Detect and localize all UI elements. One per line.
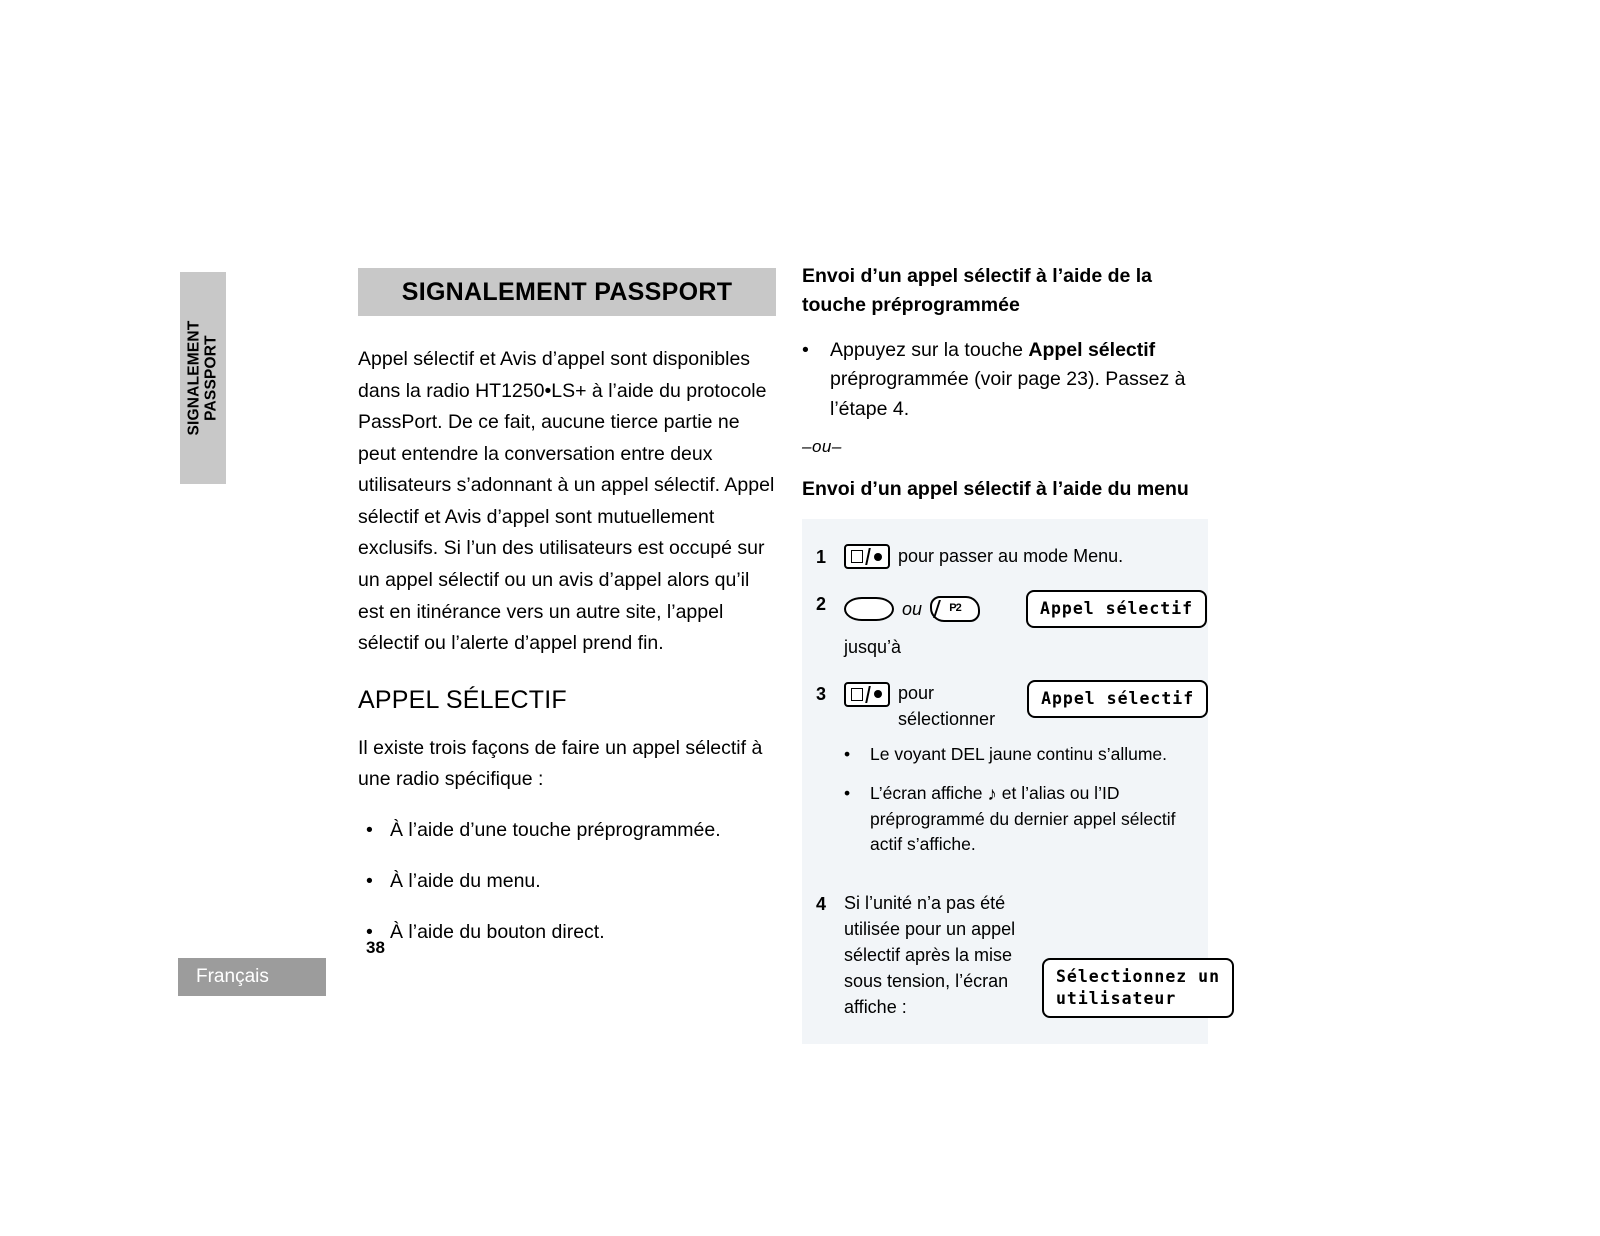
side-tab-line-2: PASSPORT <box>203 335 220 421</box>
right-column <box>802 262 1221 1044</box>
sub-bullet-text <box>870 781 1208 857</box>
sub-bullet-display <box>844 781 1208 857</box>
sub-bullet-text-part-2: et l’alias ou l’ID préprogrammé du dernier appel sélectif actif s’affiche. <box>870 783 1176 855</box>
lcd-line-1: Sélectionnez un <box>1056 966 1221 986</box>
conjunction-ou: ou <box>902 598 923 619</box>
music-note-icon: ♪ <box>987 784 997 806</box>
heading-via-menu: Envoi d’un appel sélectif à l’aide du menu <box>802 477 1189 500</box>
methods-list <box>358 816 776 948</box>
bullet-dot: • <box>844 783 851 804</box>
list-item: • À l’aide du menu. <box>358 867 776 896</box>
chapter-title: SIGNALEMENT PASSPORT <box>401 277 733 306</box>
step-text: jusqu’à <box>844 636 902 657</box>
step-4 <box>802 878 1221 1026</box>
lcd-line-2: utilisateur <box>1056 988 1177 1008</box>
sub-bullet-led <box>844 742 1208 767</box>
side-tab-line-1: SIGNALEMENT <box>185 320 203 436</box>
step-content <box>844 680 1208 872</box>
menu-select-icon <box>844 544 890 569</box>
language-tab: Français <box>178 958 326 996</box>
lcd-display-appel-selectif: Appel sélectif <box>1026 590 1207 628</box>
step-text-line-2: sélectionner <box>898 709 996 729</box>
or-separator: –ou– <box>802 436 842 456</box>
chapter-side-tab-text <box>186 320 221 435</box>
step-3 <box>802 666 1208 878</box>
step-text-wrap <box>898 680 995 732</box>
step-text: pour passer au mode Menu. <box>898 546 1124 567</box>
step-number: 4 <box>816 893 827 914</box>
step-content <box>844 890 1234 1020</box>
step-text-line-1: pour <box>898 682 935 703</box>
bullet-text-bold: Appel sélectif <box>1028 338 1156 361</box>
page-number: 38 <box>366 938 385 957</box>
procedure-box <box>802 519 1221 1044</box>
list-item: • À l’aide du bouton direct. <box>358 918 776 947</box>
step-number: 3 <box>816 683 827 704</box>
heading-preprogrammed-key: Envoi d’un appel sélectif à l’aide de la touche préprogrammée <box>802 265 1153 316</box>
chapter-side-tab <box>180 272 226 484</box>
bullet-dot: • <box>844 744 851 765</box>
bullet-dot: • <box>802 338 809 361</box>
bullet-text-prefix: Appuyez sur la touche <box>830 338 1029 361</box>
step-2 <box>802 576 1208 666</box>
left-column <box>358 268 776 970</box>
lcd-display-appel-selectif-2: Appel sélectif <box>1027 680 1208 718</box>
bullet-text-suffix: préprogrammée (voir page 23). Passez à l’étape 4. <box>830 368 1186 420</box>
step-number: 1 <box>816 547 827 568</box>
intro-paragraph: Appel sélectif et Avis d’appel sont disponibles dans la radio HT1250•LS+ à l’aide du protocole PassPort. De ce fait, aucune tierce partie ne peut entendre la conversation entre deux utilisateurs s’adonnant à un appel sélectif. Appel sélectif et Avis d’appel sont mutuellement exclusifs. Si l’un des utilisateurs est occupé sur un appel sélectif ou un avis d’appel alors qu’il est en itinérance vers un autre site, l’appel sélectif ou l’alerte d’appel prend fin. <box>358 348 775 655</box>
bullet-text <box>830 336 1212 425</box>
section-intro-paragraph: Il existe trois façons de faire un appel sélectif à une radio spécifique : <box>358 736 763 791</box>
section-heading-appel-selectif: APPEL SÉLECTIF <box>358 685 567 714</box>
chapter-title-banner <box>358 268 776 316</box>
step-text: Si l’unité n’a pas été utilisée pour un appel sélectif après la mise sous tension, l’écran affiche : <box>844 892 1016 1017</box>
preprogrammed-key-bullet <box>802 336 1212 425</box>
lcd-display-select-user <box>1042 958 1234 1019</box>
menu-select-icon <box>844 682 890 707</box>
step-content <box>844 543 1196 569</box>
sub-bullet-text: Le voyant DEL jaune continu s’allume. <box>870 744 1168 765</box>
list-item: • À l’aide d’une touche préprogrammée. <box>358 816 776 845</box>
step-number: 2 <box>816 593 827 614</box>
step-3-sub-bullets <box>844 742 1208 858</box>
step-1 <box>802 533 1208 575</box>
p2-button-icon: P2 <box>930 596 980 622</box>
rocker-icon <box>844 597 894 621</box>
step-content <box>844 590 1207 660</box>
sub-bullet-text-part-1: L’écran affiche <box>870 783 988 804</box>
